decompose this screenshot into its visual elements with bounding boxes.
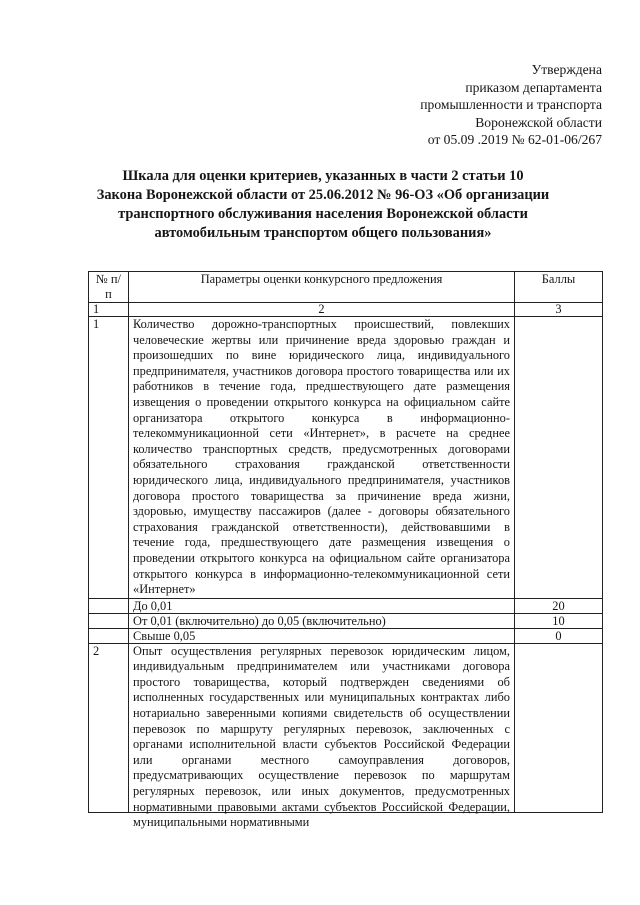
approval-line-1: Утверждена bbox=[531, 62, 602, 77]
option-num-empty bbox=[89, 628, 129, 643]
approval-line-2: приказом департамента bbox=[465, 79, 602, 95]
option-points: 20 bbox=[515, 598, 603, 613]
title-line-1: Шкала для оценки критериев, указанных в части 2 статьи 10 bbox=[122, 168, 524, 184]
criterion-points-empty bbox=[515, 643, 603, 812]
header-params: Параметры оценки конкурсного предложения bbox=[129, 272, 515, 303]
column-number-1: 1 bbox=[89, 303, 129, 317]
table-row bbox=[89, 643, 603, 812]
approval-line-3: промышленности и транспорта bbox=[420, 97, 602, 112]
table-header-row bbox=[89, 272, 603, 303]
document-title bbox=[88, 167, 558, 243]
table-row bbox=[89, 613, 603, 628]
approval-block bbox=[380, 61, 602, 149]
criterion-num: 1 bbox=[89, 317, 129, 599]
header-points: Баллы bbox=[515, 272, 603, 303]
option-points: 0 bbox=[515, 628, 603, 643]
table-row bbox=[89, 317, 603, 599]
title-line-4: автомобильным транспортом общего пользования» bbox=[154, 225, 492, 241]
column-number-2: 2 bbox=[129, 303, 515, 317]
table-row bbox=[89, 628, 603, 643]
criterion-text: Количество дорожно-транспортных происшествий, повлекших человеческие жертвы или причинение вреда здоровью граждан и произошедших по вине юридического лица, индивидуального предпринимателя, участников договора простого товарищества или их работников в течение года, предшествующего дате размещения извещения о проведении открытого конкурса на официальном сайте организатора открытого конкурса в информационно-телекоммуникационной сети «Интернет», в расчете на среднее количество транспортных средств, предусмотренных договорами обязательного страхования гражданской ответственности юридического лица, индивидуального предпринимателя, участников договора простого товарищества за причинение вреда жизни, здоровью, имуществу пассажиров (далее - договоры обязательного страхования гражданской ответственности), действовавшими в течение года, предшествующего дате размещения извещения о проведении открытого конкурса на официальном сайте организатора открытого конкурса в информационно-телекоммуникационной сети «Интернет» bbox=[129, 317, 515, 599]
header-num: № п/п bbox=[89, 272, 129, 303]
column-numbers-row bbox=[89, 303, 603, 317]
approval-line-4: Воронежской области bbox=[475, 114, 602, 130]
option-label: От 0,01 (включительно) до 0,05 (включительно) bbox=[129, 613, 515, 628]
table-row bbox=[89, 598, 603, 613]
criterion-num: 2 bbox=[89, 643, 129, 812]
title-line-3: транспортного обслуживания населения Воронежской области bbox=[118, 206, 528, 222]
option-label: Свыше 0,05 bbox=[129, 628, 515, 643]
column-number-3: 3 bbox=[515, 303, 603, 317]
criterion-text: Опыт осуществления регулярных перевозок юридическим лицом, индивидуальным предпринимателем или участниками договора простого товарищества, который подтвержден сведениями об исполненных государственных или муниципальных контрактах либо нотариально заверенными копиями свидетельств об осуществлении перевозок по маршруту регулярных перевозок, заключенных с органами исполнительной власти субъектов Российской Федерации или органами местного самоуправления договоров, предусматривающих осуществление перевозок по маршрутам регулярных перевозок, или иных документов, предусмотренных нормативными правовыми актами субъектов Российской Федерации, муниципальными нормативными bbox=[133, 643, 510, 830]
option-points: 10 bbox=[515, 613, 603, 628]
option-num-empty bbox=[89, 613, 129, 628]
title-line-2: Закона Воронежской области от 25.06.2012 № 96-ОЗ «Об организации bbox=[96, 187, 550, 203]
option-num-empty bbox=[89, 598, 129, 613]
approval-line-5: от 05.09 .2019 № 62-01-06/267 bbox=[427, 132, 602, 147]
criterion-points-empty bbox=[515, 317, 603, 599]
criteria-table bbox=[88, 271, 603, 830]
criterion-text-cell bbox=[129, 643, 515, 830]
option-label: До 0,01 bbox=[129, 598, 515, 613]
